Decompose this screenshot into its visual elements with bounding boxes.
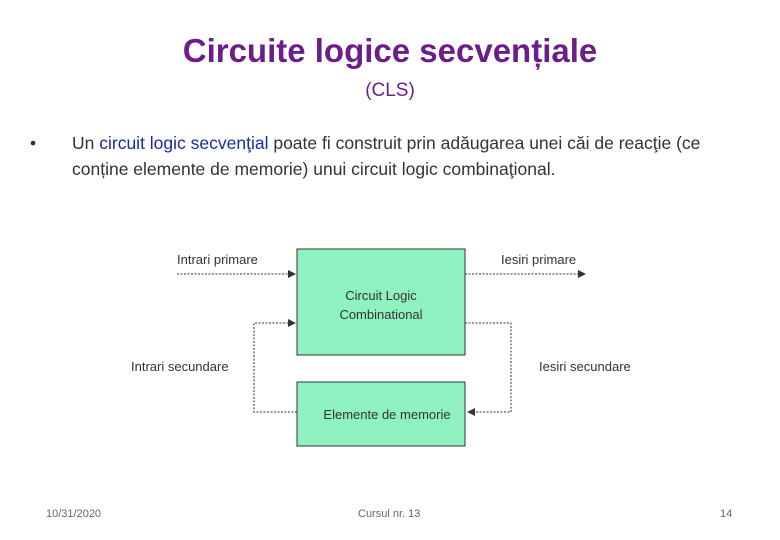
- bullet-marker: •: [30, 133, 37, 153]
- highlighted-term: circuit logic secvenţial: [99, 133, 269, 153]
- combinational-label-line1: Circuit Logic: [345, 288, 417, 303]
- bullet-prefix: Un: [72, 133, 100, 153]
- secondary-inputs-label: Intrari secundare: [131, 359, 229, 374]
- footer-page-number: 14: [720, 508, 733, 520]
- secondary-outputs-path: [465, 323, 511, 412]
- footer-date: 10/31/2020: [46, 508, 102, 520]
- footer-course: Cursul nr. 13: [358, 508, 421, 520]
- memory-label: Elemente de memorie: [323, 407, 451, 422]
- secondary-inputs-path: [254, 323, 297, 412]
- slide-subtitle: (CLS): [365, 80, 415, 101]
- bullet-rest: poate fi construit prin adăugarea unei căi de reacţie (ce conține elemente de memorie) unui circuit logic combinaţional.: [72, 133, 701, 179]
- primary-inputs-label: Intrari primare: [177, 252, 258, 267]
- slide-title: Circuite logice secvențiale: [182, 32, 598, 69]
- secondary-outputs-label: Iesiri secundare: [539, 359, 631, 374]
- combinational-label-line2: Combinational: [339, 307, 423, 322]
- primary-outputs-label: Iesiri primare: [501, 252, 577, 267]
